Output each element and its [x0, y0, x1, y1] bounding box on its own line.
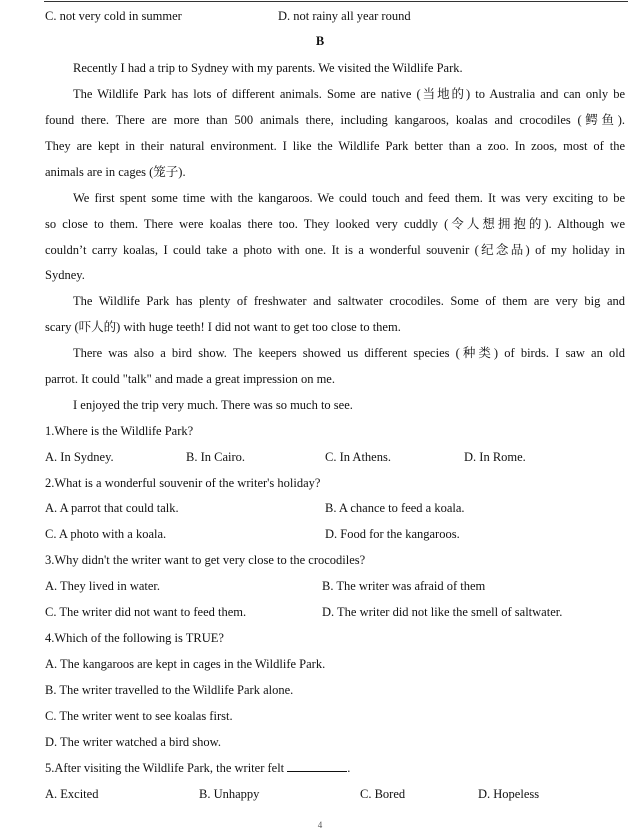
question-option: A. The kangaroos are kept in cages in the Wildlife Park. — [45, 657, 326, 671]
passage-line: Recently I had a trip to Sydney with my parents. We visited the Wildlife Park. — [73, 61, 463, 75]
passage-line: animals are in cages (笼子). — [45, 165, 186, 179]
passage-line: so close to them. There were koalas there too. They looked very cuddly (令人想拥抱的). Although we — [45, 217, 625, 231]
question-option: B. Unhappy — [199, 787, 260, 801]
question-option: C. In Athens. — [325, 450, 391, 464]
question-stem: 3.Why didn't the writer want to get very close to the crocodiles? — [45, 553, 366, 567]
prev-option-c: C. not very cold in summer — [45, 9, 182, 23]
question-option: D. In Rome. — [464, 450, 526, 464]
passage-line: Sydney. — [45, 268, 85, 282]
page-number: 4 — [317, 820, 323, 830]
passage-line: They are kept in their natural environment. I like the Wildlife Park better than a zoo. In zoos, most of the — [45, 139, 625, 153]
question-stem: 1.Where is the Wildlife Park? — [45, 424, 194, 438]
question-option: C. A photo with a koala. — [45, 527, 167, 541]
question-stem-end: . — [347, 761, 351, 775]
passage-line: found there. There are more than 500 animals there, including kangaroos, koalas and crocodiles (鳄鱼). — [45, 113, 625, 127]
passage-line: scary (吓人的) with huge teeth! I did not want to get too close to them. — [45, 320, 401, 334]
passage-line: The Wildlife Park has lots of different animals. Some are native (当地的) to Australia and can only be — [73, 87, 625, 101]
passage-line: I enjoyed the trip very much. There was so much to see. — [73, 398, 353, 412]
passage-line: parrot. It could "talk" and made a great impression on me. — [45, 372, 335, 386]
section-title: B — [315, 34, 325, 48]
question-stem: 2.What is a wonderful souvenir of the writer's holiday? — [45, 476, 321, 490]
question-option: C. Bored — [360, 787, 406, 801]
question-stem: 4.Which of the following is TRUE? — [45, 631, 224, 645]
question-option: D. The writer watched a bird show. — [45, 735, 221, 749]
passage-line: We first spent some time with the kangaroos. We could touch and feed them. It was very exciting to be — [73, 191, 625, 205]
passage-line: There was also a bird show. The keepers showed us different species (种类) of birds. I saw an old — [73, 346, 625, 360]
answer-blank — [287, 760, 347, 772]
question-option: A. In Sydney. — [45, 450, 114, 464]
question-option: D. The writer did not like the smell of saltwater. — [322, 605, 563, 619]
passage-line: couldn’t carry koalas, I could take a photo with one. It is a wonderful souvenir (纪念品) of my holiday in — [45, 243, 625, 257]
question-stem-5 — [45, 760, 625, 776]
question-option: D. Hopeless — [478, 787, 540, 801]
question-option: B. The writer travelled to the Wildlife Park alone. — [45, 683, 294, 697]
question-option: A. They lived in water. — [45, 579, 161, 593]
question-stem-text: 5.After visiting the Wildlife Park, the writer felt — [45, 761, 285, 775]
question-option: D. Food for the kangaroos. — [325, 527, 460, 541]
prev-option-d: D. not rainy all year round — [278, 9, 411, 23]
question-option: B. A chance to feed a koala. — [325, 501, 465, 515]
question-option: C. The writer did not want to feed them. — [45, 605, 247, 619]
question-option: C. The writer went to see koalas first. — [45, 709, 233, 723]
question-option: B. The writer was afraid of them — [322, 579, 486, 593]
question-option: A. Excited — [45, 787, 99, 801]
question-option: B. In Cairo. — [186, 450, 246, 464]
passage-line: The Wildlife Park has plenty of freshwater and saltwater crocodiles. Some of them are very big and — [73, 294, 625, 308]
top-rule — [44, 1, 628, 2]
question-option: A. A parrot that could talk. — [45, 501, 179, 515]
